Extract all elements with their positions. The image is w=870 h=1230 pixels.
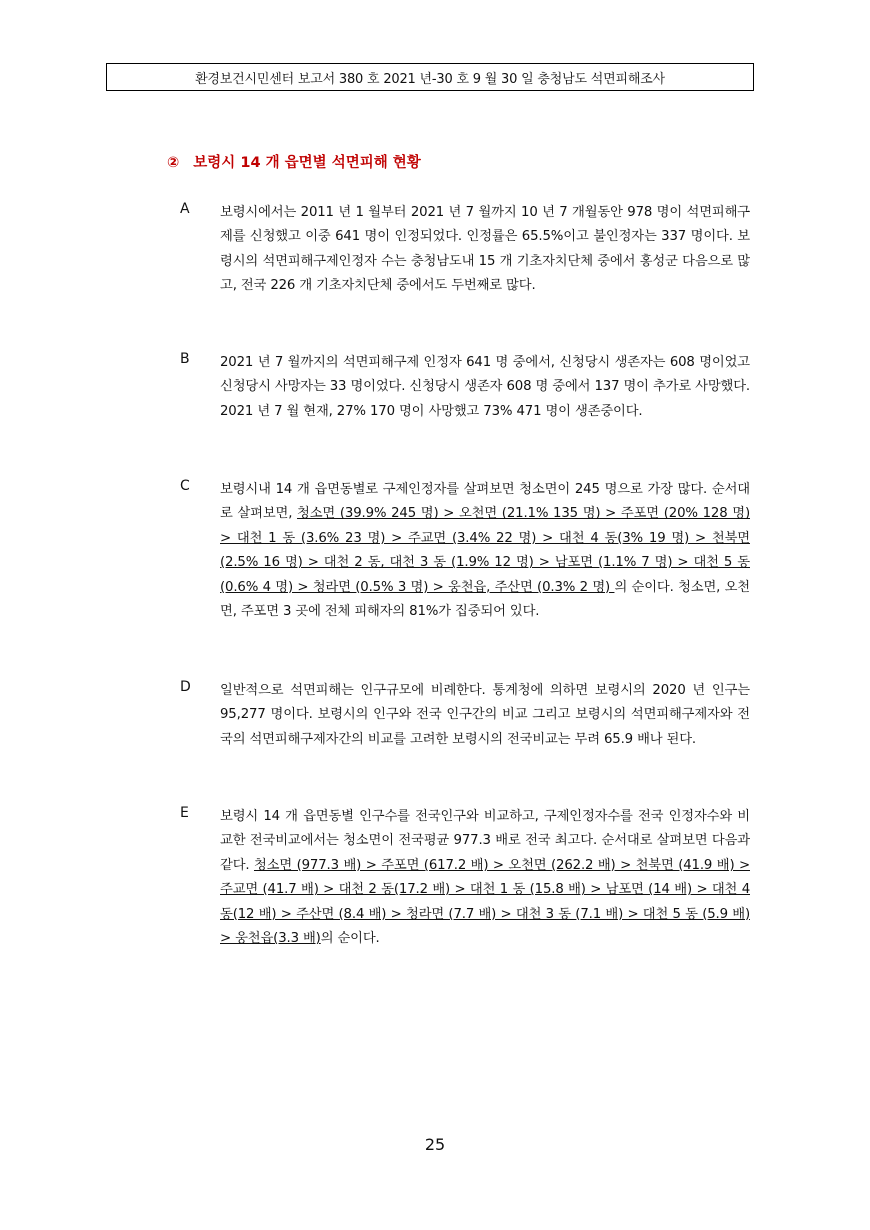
page-number: 25 bbox=[424, 1135, 446, 1154]
section-heading bbox=[167, 151, 421, 172]
paragraph-label: E bbox=[180, 805, 189, 821]
paragraph-text: 의 순이다. 청소면, 오천면, 주포면 3 곳에 전체 피해자의 81%가 집중되어 있다. bbox=[220, 579, 751, 620]
paragraph-text: 보령시 14 개 읍면동별 인구수를 전국인구와 비교하고, 구제인정자수를 전국 인정자수와 비교한 전국비교에서는 청소면이 전국평균 977.3 배로 전국 최고다. 순서대로 살펴보면 다음과 같다. bbox=[220, 809, 750, 873]
underlined-ranking: 청소면 (39.9% 245 명) > 오천면 (21.1% 135 명) > 주포면 (20% 128 명) > 대천 1 동 (3.6% 23 명) > 주교면 (3.4% 22 명) > 대천 4 동(3% 19 명) > 천북면 (2.5% 16 명) > 대천 2 동, 대천 3 동 (1.9% 12 명) > 남포면 (1.1% 7 명) > 대천 5 동 (0.6% 4 명) > 청라면 (0.5% 3 명) > 웅천읍, 주산면 (0.3% 2 명) bbox=[220, 506, 750, 595]
paragraph-label: B bbox=[180, 351, 190, 367]
paragraph-text: 2021 년 7 월까지의 석면피해구제 인정자 641 명 중에서, 신청당시 생존자는 608 명이었고 신청당시 사망자는 33 명이었다. 신청당시 생존자 608 명 중에서 137 명이 추가로 사망했다. 2021 년 7 월 현재, 27% 170 명이 사망했고 73% 471 명이 생존중이다. bbox=[220, 355, 750, 419]
paragraph-text: 보령시내 14 개 읍면동별로 구제인정자를 살펴보면 청소면이 245 명으로 가장 많다. 순서대로 살펴보면, bbox=[220, 482, 750, 522]
paragraph-text: 일반적으로 석면피해는 인구규모에 비례한다. 통계청에 의하면 보령시의 2020 년 인구는 95,277 명이다. 보령시의 인구와 전국 인구간의 비교 그리고 보령시의 석면피해구제자와 전국의 석면피해구제자간의 비교를 고려한 보령시의 전국비교는 무려 65.9 배나 된다. bbox=[220, 683, 750, 747]
section-title-text: 보령시 14 개 읍면별 석면피해 현황 bbox=[193, 155, 421, 171]
paragraph-body bbox=[220, 478, 750, 624]
paragraph-label: C bbox=[180, 478, 190, 494]
underlined-ranking: 청소면 (977.3 배) > 주포면 (617.2 배) > 오천면 (262.2 배) > 천북면 (41.9 배) > 주교면 (41.7 배) > 대천 2 동(17.2 배) > 대천 1 동 (15.8 배) > 남포면 (14 배) > 대천 4 동(12 배) > 주산면 (8.4 배) > 청라면 (7.7 배) > 대천 3 동 (7.1 배) > 대천 5 동 (5.9 배) > 웅천읍(3.3 배) bbox=[220, 857, 750, 947]
paragraph-body bbox=[220, 201, 750, 299]
paragraph-text: 의 순이다. bbox=[320, 931, 380, 947]
section-number: ② bbox=[167, 155, 180, 171]
paragraph-text: 보령시에서는 2011 년 1 월부터 2021 년 7 월까지 10 년 7 개월동안 978 명이 석면피해구제를 신청했고 이중 641 명이 인정되었다. 인정률은 65.5%이고 불인정자는 337 명이다. 보령시의 석면피해구제인정자 수는 충청남도내 15 개 기초자치단체 중에서 홍성군 다음으로 많고, 전국 226 개 기초자치단체 중에서도 두번째로 많다. bbox=[220, 205, 750, 294]
paragraph-body bbox=[220, 351, 750, 424]
paragraph-body bbox=[220, 679, 750, 752]
paragraph-body bbox=[220, 805, 750, 951]
report-header bbox=[106, 63, 754, 91]
paragraph-label: D bbox=[180, 679, 191, 695]
paragraph-label: A bbox=[180, 201, 190, 217]
report-header-text: 환경보건시민센터 보고서 380 호 2021 년-30 호 9 월 30 일 충청남도 석면피해조사 bbox=[195, 71, 665, 87]
